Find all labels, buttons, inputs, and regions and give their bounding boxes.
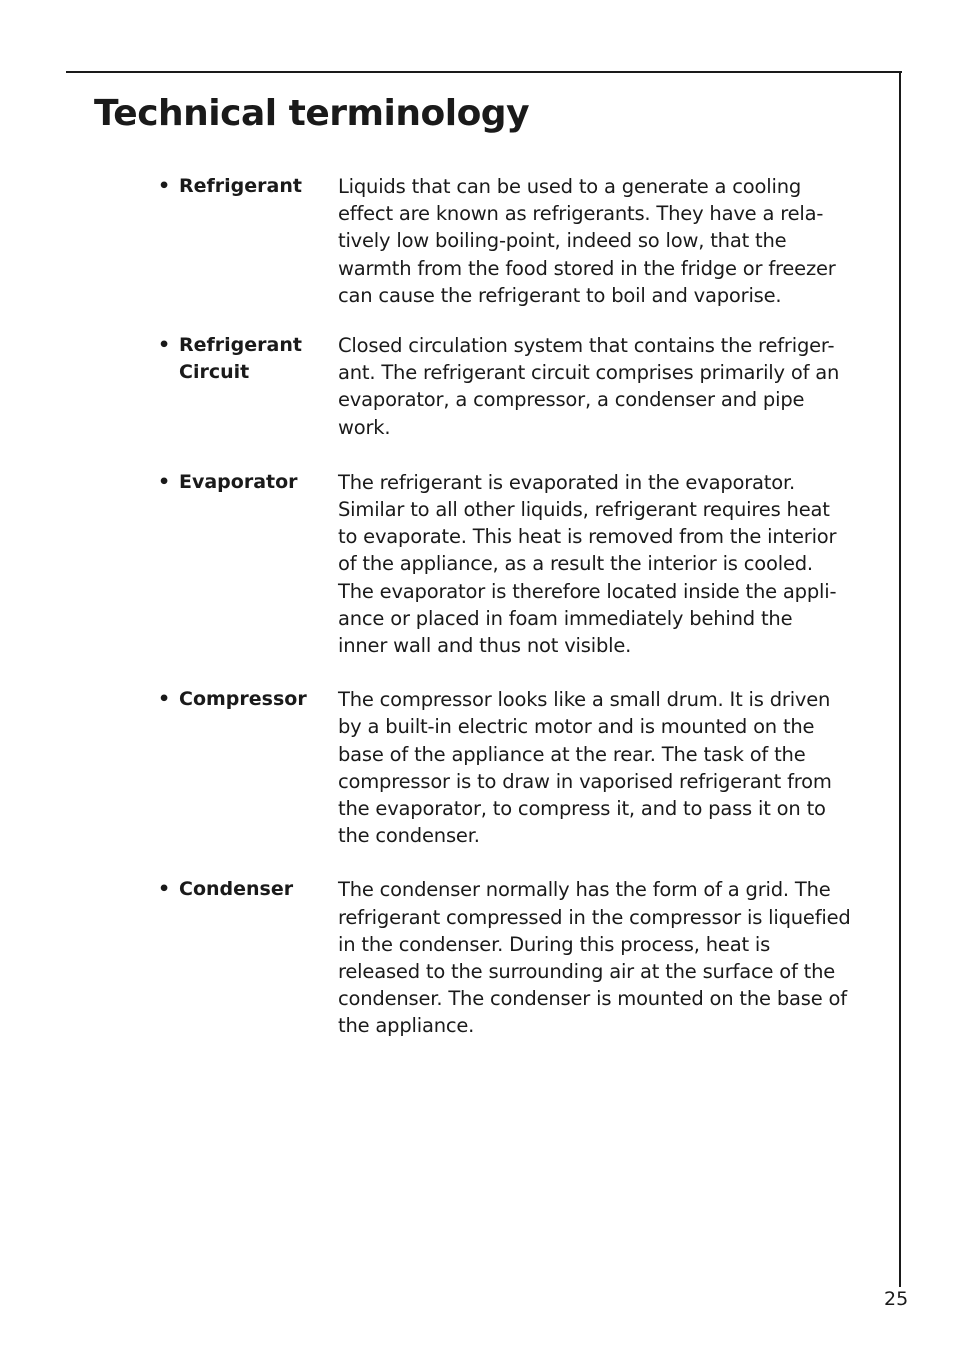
description-line: base of the appliance at the rear. The task of the	[338, 742, 806, 766]
terminology-list	[158, 173, 878, 1040]
term-label	[158, 686, 338, 849]
description-line: inner wall and thus not visible.	[338, 634, 632, 658]
top-rule	[66, 71, 902, 73]
right-rule	[899, 71, 901, 1287]
term-evaporator	[158, 469, 878, 659]
term-label	[158, 332, 338, 441]
term-name: Compressor	[179, 688, 307, 711]
description-line: ant. The refrigerant circuit comprises primarily of an	[338, 361, 840, 385]
description-line: the evaporator, to compress it, and to pass it on to	[338, 797, 826, 821]
page-number: 25	[884, 1288, 909, 1310]
term-label	[158, 876, 338, 1039]
bullet: •	[158, 878, 171, 901]
description-line: ance or placed in foam immediately behind the	[338, 606, 793, 630]
term-compressor	[158, 686, 878, 849]
term-description	[338, 876, 878, 1039]
description-line: by a built-in electric motor and is mounted on the	[338, 715, 815, 739]
description-line: can cause the refrigerant to boil and vaporise.	[338, 283, 782, 307]
page-title: Technical terminology	[94, 93, 530, 134]
term-description	[338, 332, 878, 441]
term-description	[338, 686, 878, 849]
term-name: Refrigerant Circuit	[179, 334, 302, 384]
description-line: the condenser.	[338, 824, 480, 848]
description-line: The evaporator is therefore located inside the appli-	[338, 579, 837, 603]
description-line: Liquids that can be used to a generate a cooling	[338, 175, 802, 198]
term-name: Condenser	[179, 878, 294, 901]
description-line: the appliance.	[338, 1014, 475, 1038]
term-label	[158, 469, 338, 659]
description-line: The refrigerant is evaporated in the evaporator.	[338, 470, 795, 494]
description-line: Similar to all other liquids, refrigerant requires heat	[338, 498, 830, 522]
term-condenser	[158, 876, 878, 1039]
description-line: warmth from the food stored in the fridge or freezer	[338, 256, 836, 280]
description-line: of the appliance, as a result the interior is cooled.	[338, 552, 813, 576]
bullet: •	[158, 334, 171, 357]
bullet: •	[158, 470, 171, 493]
description-line: released to the surrounding air at the surface of the	[338, 960, 836, 984]
description-line: in the condenser. During this process, heat is	[338, 932, 771, 956]
description-line: to evaporate. This heat is removed from the interior	[338, 525, 837, 549]
description-line: work.	[338, 415, 391, 439]
term-description	[338, 469, 878, 659]
bullet: •	[158, 175, 171, 197]
description-line: compressor is to draw in vaporised refrigerant from	[338, 769, 832, 793]
description-line: condenser. The condenser is mounted on the base of	[338, 987, 847, 1011]
term-description	[338, 173, 878, 309]
term-name: Evaporator	[179, 470, 298, 493]
description-line: tively low boiling-point, indeed so low, that the	[338, 229, 787, 253]
description-line: The condenser normally has the form of a grid. The	[338, 878, 831, 902]
term-label	[158, 173, 338, 309]
bullet: •	[158, 688, 171, 711]
description-line: evaporator, a compressor, a condenser and pipe	[338, 388, 805, 412]
term-name: Refrigerant	[179, 175, 302, 197]
description-line: Closed circulation system that contains the refriger-	[338, 334, 835, 358]
description-line: effect are known as refrigerants. They have a rela-	[338, 202, 824, 226]
description-line: The compressor looks like a small drum. It is driven	[338, 688, 831, 712]
description-line: refrigerant compressed in the compressor is liquefied	[338, 905, 851, 929]
term-refrigerant	[158, 173, 878, 309]
term-refrigerant-circuit	[158, 332, 878, 441]
